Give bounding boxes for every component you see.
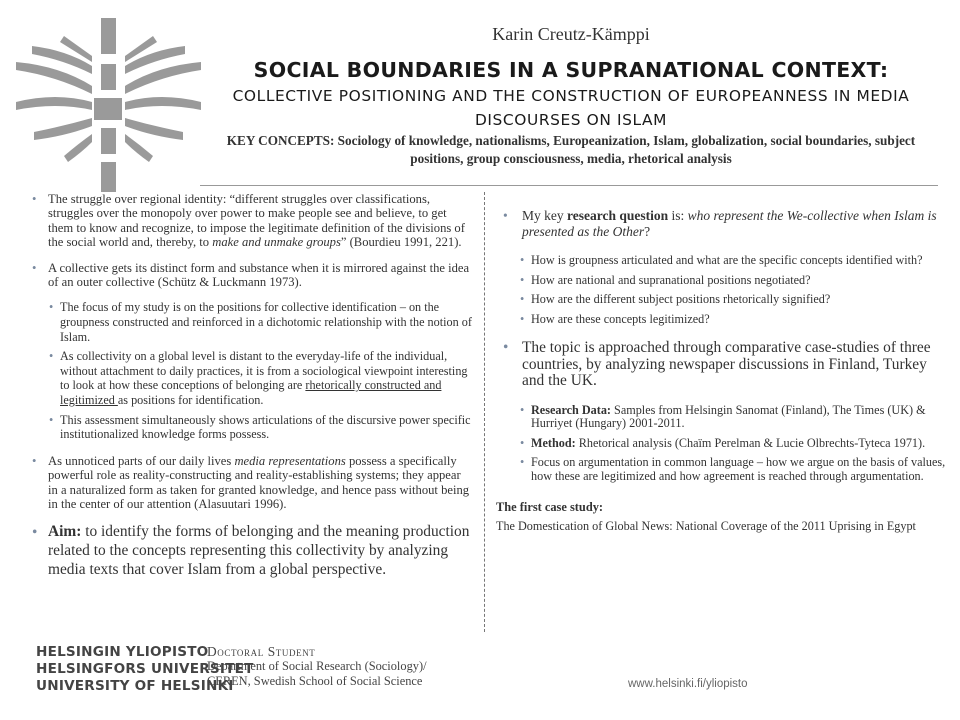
sub-question: • How are the different subject positions rhetorically signified? <box>493 293 948 307</box>
website-link[interactable]: www.helsinki.fi/yliopisto <box>628 678 748 690</box>
case-study-title: The Domestication of Global News: National Coverage of the 2011 Uprising in Egypt <box>496 518 916 533</box>
header-divider <box>200 185 938 186</box>
column-divider <box>484 192 485 632</box>
doctoral-title: Doctoral Student <box>207 644 316 659</box>
bullet-collective: • A collective gets its distinct form and substance when it is mirrored against the idea of an outer collective (Schütz & Luckmann 1973). <box>20 261 472 290</box>
emphasis-make-unmake: make and unmake groups <box>212 235 341 250</box>
key-concepts: KEY CONCEPTS: Sociology of knowledge, nationalisms, Europeanization, Islam, globalization, social boundaries, subject positions, group consciousness, media, rhetorical analysis <box>226 133 916 166</box>
bullet-struggle: • The struggle over regional identity: “different struggles over classifications, struggles over the monopoly over power to make people see and believe, to get them to know and recognize, to impose the legitimate definition of the divisions of the social world and, thereby, to make and unmake groups” (Bourdieu 1991, 221). <box>20 192 472 250</box>
research-question: • My key research question is: who represent the We-collective when Islam is presented as the Other? <box>493 208 948 240</box>
sub-question: • How are national and supranational positions negotiated? <box>493 274 948 288</box>
case-study-heading: The first case study: <box>496 499 604 514</box>
university-name: HELSINGIN YLIOPISTO HELSINGFORS UNIVERSITET UNIVERSITY OF HELSINKI <box>36 644 254 694</box>
author-name: Karin Creutz-Kämppi <box>492 24 650 44</box>
underlined-phrase: rhetorically constructed and legitimized <box>60 378 442 407</box>
sub-question: • How are these concepts legitimized? <box>493 313 948 327</box>
bullet-aim: • Aim: to identify the forms of belonging and the meaning production related to the concepts representing this collectivity by analyzing media texts that cover Islam from a global perspective. <box>20 522 472 579</box>
department: Department of Social Research (Sociology)/ <box>207 659 427 673</box>
aim-label: Aim: <box>48 523 82 541</box>
sub-bullet-collectivity: • As collectivity on a global level is distant to the everyday-life of the individual, without attachment to daily practices, it is from a sociological viewpoint interesting to look at how these conceptions of belonging are rhetorically constructed and legitimized as positions for identification. <box>20 349 472 407</box>
research-data: • Research Data: Samples from Helsingin Sanomat (Finland), The Times (UK) & Hurriyet (Hungary) 2001-2011. <box>493 404 948 431</box>
poster-subtitle: COLLECTIVE POSITIONING AND THE CONSTRUCTION OF EUROPEANNESS IN MEDIA DISCOURSES ON ISLAM <box>232 87 910 129</box>
right-column <box>493 208 948 533</box>
topic-approach: • The topic is approached through comparative case-studies of three countries, by analyzing newspaper discussions in Finland, Turkey and the UK. <box>493 340 948 389</box>
poster-header <box>200 24 942 168</box>
doctoral-info <box>207 644 427 689</box>
argumentation-focus: • Focus on argumentation in common language – how we argue on the basis of values, how these are legitimized and how agreement is reached through argumentation. <box>493 456 948 483</box>
bullet-media: • As unnoticed parts of our daily lives media representations possess a specifically powerful role as reality-constructing and reality-establishing systems; they appear in a naturalized form as taken for granted knowledge, and hence pass without being in the center of our attention (Alasuutari 1996). <box>20 454 472 512</box>
sub-bullet-assessment: • This assessment simultaneously shows articulations of the discursive power specific institutionalized knowledge forms possess. <box>20 413 472 442</box>
left-column <box>20 192 472 590</box>
university-logo-icon <box>4 6 204 196</box>
sub-question: • How is groupness articulated and what are the specific concepts identified with? <box>493 254 948 268</box>
school: CEREN, Swedish School of Social Science <box>207 674 423 688</box>
poster-title: SOCIAL BOUNDARIES IN A SUPRANATIONAL CONTEXT: <box>253 58 889 82</box>
sub-bullet-focus: • The focus of my study is on the positions for collective identification – on the groupness constructed and reinforced in a dichotomic relationship with the notion of Islam. <box>20 300 472 344</box>
method: • Method: Rhetorical analysis (Chaïm Perelman & Lucie Olbrechts-Tyteca 1971). <box>493 437 948 451</box>
